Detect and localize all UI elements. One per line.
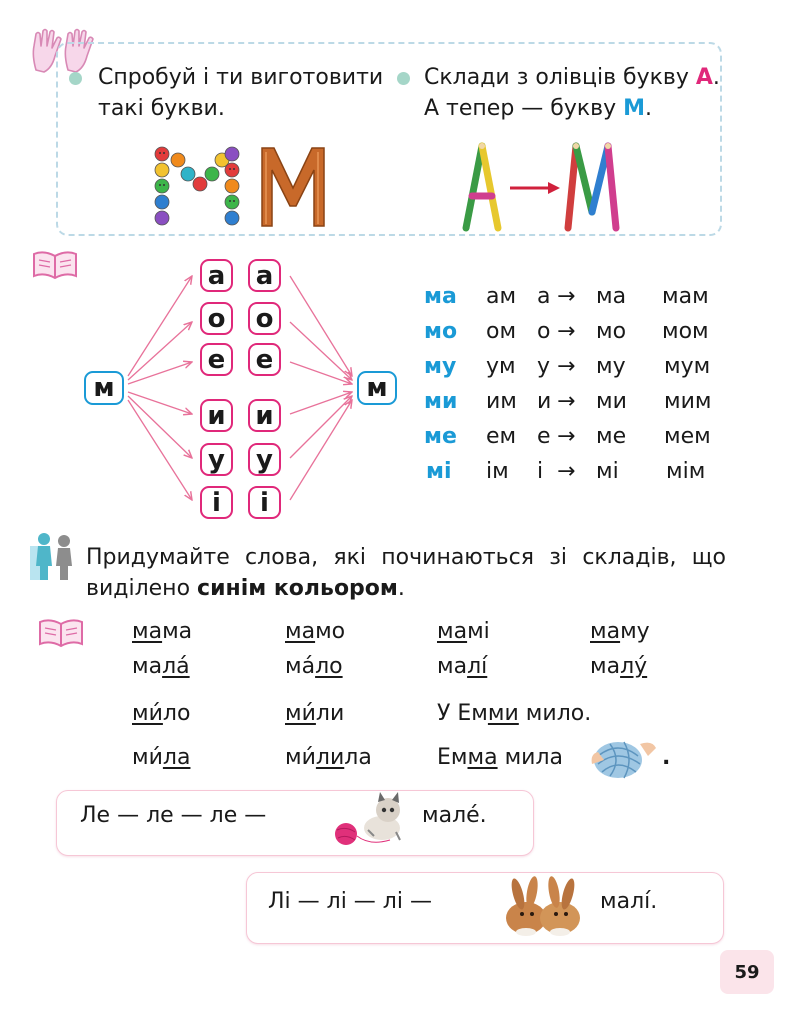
- task1-line1: Спробуй і ти виготовити: [98, 65, 384, 90]
- vowel-box-u: у: [200, 443, 233, 476]
- instruction-line1: Придумайте слова, які починаються зі складів, що: [86, 545, 726, 570]
- vowel-box-o: о: [248, 302, 281, 335]
- kitten-with-yarn-icon: [330, 790, 410, 850]
- word-myly: ми́ли: [285, 701, 345, 726]
- vowel-box-a: а: [200, 259, 233, 292]
- syllable-row: мі ім і → мі мім: [426, 459, 706, 484]
- syllable-row: ма ам а → ма мам: [424, 284, 709, 309]
- vowel-box-u: у: [248, 443, 281, 476]
- page-number: 59: [720, 950, 774, 994]
- rhyme2-start: Лі — лі — лі —: [268, 889, 432, 914]
- vowel-box-y: и: [200, 399, 233, 432]
- vowel-box-i: і: [200, 486, 233, 519]
- sentence-emmy-mylo: У Емми мило.: [437, 701, 592, 726]
- letter-m-left: м: [84, 371, 124, 405]
- vowel-box-e: е: [248, 343, 281, 376]
- task2-line1: Склади з олівців букву А.: [424, 65, 720, 90]
- sentence-emma-myla: Емма мила: [437, 745, 564, 770]
- word-mamo: мамо: [285, 619, 346, 644]
- syllable-row: ме ем е → ме мем: [424, 424, 711, 449]
- syllable-row: му ум у → му мум: [424, 354, 711, 379]
- instruction-text: [86, 542, 726, 604]
- task2-line2: А тепер — букву М.: [424, 96, 653, 121]
- word-malu: малу́: [590, 654, 648, 679]
- word-mylyla: ми́лила: [285, 745, 372, 770]
- sentence-period: .: [662, 745, 671, 770]
- syllable-row: ми им и → ми мим: [424, 389, 712, 414]
- vowel-box-o: о: [200, 302, 233, 335]
- word-mali: малі́: [437, 654, 488, 679]
- word-mamu: маму: [590, 619, 650, 644]
- letter-a-highlight: А: [695, 65, 713, 90]
- word-mami: мамі: [437, 619, 490, 644]
- letter-m-right: м: [357, 371, 397, 405]
- word-myla: ми́ла: [132, 745, 191, 770]
- book-icon: [36, 616, 86, 648]
- vowel-box-i: і: [248, 486, 281, 519]
- instruction-line2: виділено синім кольором.: [86, 576, 405, 601]
- yarn-ball-icon: [588, 730, 658, 782]
- syllable-table: [424, 280, 724, 490]
- rhyme1-end: мале́.: [422, 803, 487, 828]
- vowel-box-e: е: [200, 343, 233, 376]
- talking-people-icon: [30, 532, 78, 582]
- rhyme1-start: Ле — ле — ле —: [80, 803, 267, 828]
- vowel-box-a: а: [248, 259, 281, 292]
- word-mama: мама: [132, 619, 193, 644]
- word-malo: ма́ло: [285, 654, 343, 679]
- syllable-row: мо ом о → мо мом: [424, 319, 709, 344]
- rhyme2-end: малі́.: [600, 889, 658, 914]
- task1-line2: такі букви.: [98, 96, 225, 121]
- word-mala: мала́: [132, 654, 190, 679]
- vowel-box-y: и: [248, 399, 281, 432]
- word-mylo: ми́ло: [132, 701, 191, 726]
- letter-m-highlight: М: [623, 96, 646, 121]
- bunnies-icon: [494, 872, 592, 938]
